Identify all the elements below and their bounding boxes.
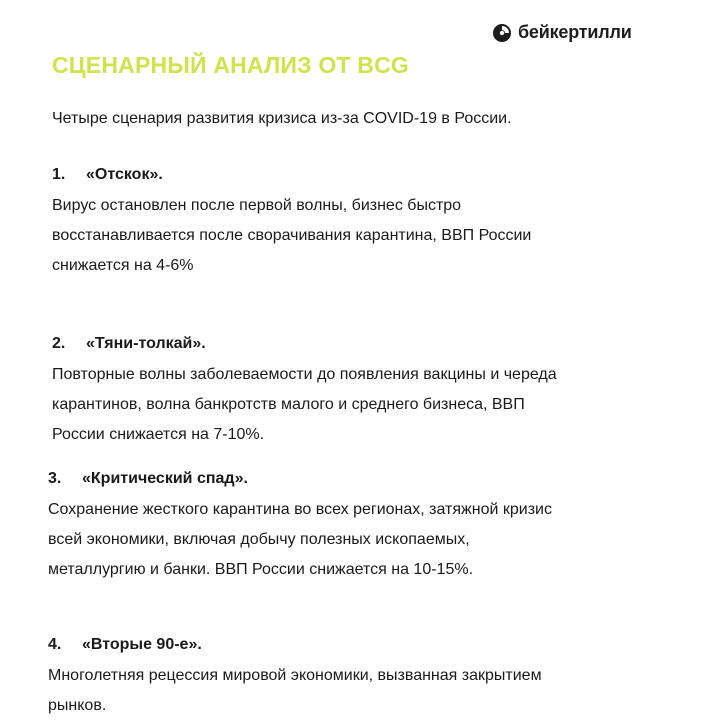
scenario-name: «Тяни-толкай». — [86, 335, 206, 352]
scenario-name: «Критический спад». — [82, 470, 248, 487]
scenario-heading — [48, 635, 648, 655]
description-line: Многолетняя рецессия мировой экономики, вызванная закрытием — [48, 667, 542, 684]
description-line: Повторные волны заболеваемости до появления вакцины и череда — [52, 366, 557, 383]
scenario-number: 4. — [48, 636, 62, 653]
scenario-description — [52, 360, 652, 450]
description-line: карантинов, волна банкротств малого и среднего бизнеса, ВВП — [52, 396, 525, 413]
description-line: Вирус остановлен после первой волны, бизнес быстро — [52, 197, 462, 214]
description-line: Сохранение жесткого карантина во всех регионах, затяжной кризис — [48, 501, 552, 518]
scenario-number: 1. — [52, 166, 66, 183]
description-line: всей экономики, включая добычу полезных ископаемых, — [48, 531, 470, 548]
scenario-description — [48, 495, 648, 585]
description-line: рынков. — [48, 697, 107, 714]
description-line: России снижается на 7-10%. — [52, 426, 265, 443]
brand-name: бейкертилли — [518, 22, 632, 42]
scenario-heading — [48, 469, 648, 489]
description-line: металлургию и банки. ВВП России снижается на 10-15%. — [48, 561, 474, 578]
scenario-number: 3. — [48, 470, 62, 487]
description-line: восстанавливается после сворачивания карантина, ВВП России — [52, 227, 532, 244]
scenario-heading — [52, 165, 652, 185]
baker-tilly-logo-icon — [492, 23, 512, 43]
description-line: снижается на 4-6% — [52, 257, 194, 274]
scenario-heading — [52, 334, 652, 354]
scenario-name: «Вторые 90-е». — [82, 636, 202, 653]
page-title: СЦЕНАРНЫЙ АНАЛИЗ ОТ BCG — [52, 52, 409, 78]
brand-logo — [492, 22, 632, 43]
intro-text: Четыре сценария развития кризиса из-за COVID-19 в России. — [52, 110, 512, 127]
scenario-name: «Отскок». — [86, 166, 163, 183]
scenario-4 — [48, 635, 648, 721]
scenario-3 — [48, 469, 648, 585]
scenario-2 — [52, 334, 652, 450]
scenario-number: 2. — [52, 335, 66, 352]
scenario-description — [52, 191, 652, 281]
scenario-description — [48, 661, 648, 721]
scenario-1 — [52, 165, 652, 281]
